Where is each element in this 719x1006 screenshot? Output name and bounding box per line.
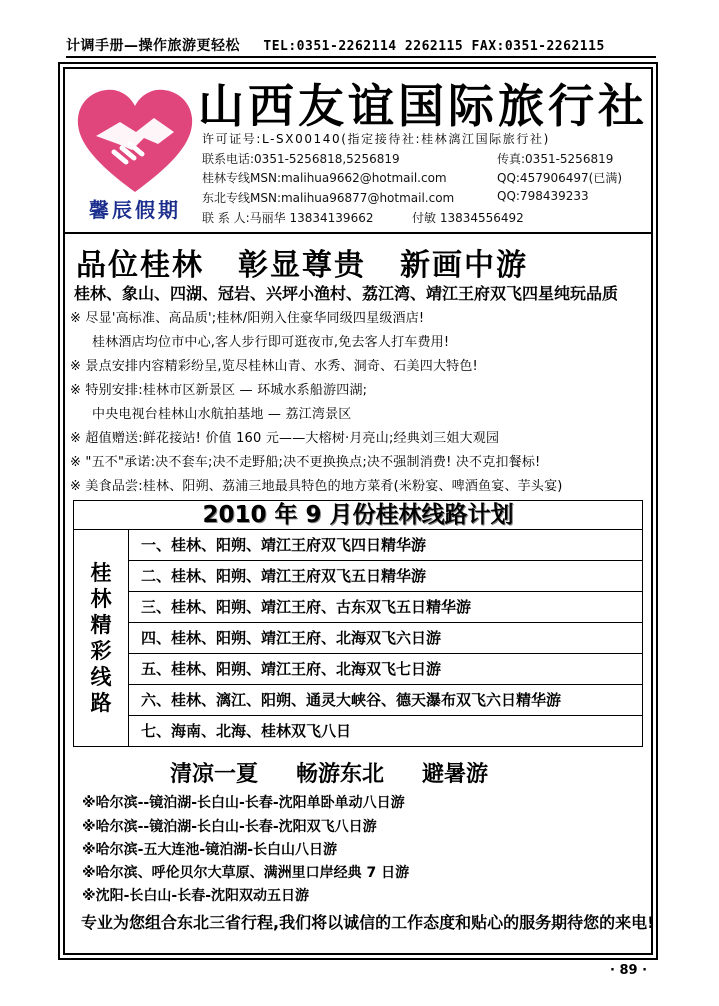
side-char: 林 — [90, 587, 112, 611]
summer-item: ※沈阳-长白山-长春-沈阳双动五日游 — [82, 888, 310, 904]
feature-line: ※ 景点安排内容精彩纷呈,览尽桂林山青、水秀、洞奇、石美四大特色! — [70, 359, 478, 374]
northeast-qq: QQ:798439233 — [497, 189, 589, 203]
headline-part-3: 新画中游 — [400, 248, 528, 283]
route-row: 一、桂林、阳朔、靖江王府双飞四日精华游 — [129, 530, 642, 561]
headline-part-2: 彰显尊贵 — [238, 248, 366, 283]
page-number: · 89 · — [610, 963, 648, 978]
route-row: 五、桂林、阳朔、靖江王府、北海双飞七日游 — [129, 654, 642, 685]
summer-item: ※哈尔滨--镜泊湖-长白山-长春-沈阳单卧单动八日游 — [82, 795, 405, 811]
feature-line: ※ "五不"承诺:决不套车;决不走野船;决不更换换点;决不强制消费! 决不克扣餐标! — [70, 455, 541, 470]
contact-person: 联 系 人:马丽华 13834139662 — [202, 211, 374, 225]
header-slogan: 计调手册—操作旅游更轻松 — [66, 38, 240, 54]
brand-name: 馨辰假期 — [89, 198, 181, 222]
header-phones: TEL:0351-2262114 2262115 FAX:0351-2262115 — [263, 39, 605, 54]
heart-icon — [74, 88, 196, 198]
side-char: 桂 — [90, 561, 112, 585]
summer-title — [170, 757, 526, 788]
running-header — [66, 35, 656, 58]
pay-contact: 付敏 13834556492 — [412, 211, 524, 225]
feature-line: ※ 超值赠送:鲜花接站! 价值 160 元——大榕树·月亮山;经典刘三姐大观园 — [70, 431, 500, 446]
contact-phone: 联系电话:0351-5256818,5256819 — [202, 152, 400, 166]
summer-item: ※哈尔滨-五大连池-镜泊湖-长白山八日游 — [82, 842, 338, 858]
feature-line: ※ 特别安排:桂林市区新景区 — 环城水系船游四湖; — [70, 383, 368, 398]
route-row: 二、桂林、阳朔、靖江王府双飞五日精华游 — [129, 561, 642, 592]
route-row: 三、桂林、阳朔、靖江王府、古东双飞五日精华游 — [129, 592, 642, 623]
side-char: 路 — [90, 691, 112, 715]
summer-title-part-1: 清凉一夏 — [170, 762, 259, 787]
route-row: 四、桂林、阳朔、靖江王府、北海双飞六日游 — [129, 623, 642, 654]
route-row: 七、海南、北海、桂林双飞八日 — [141, 722, 352, 740]
summer-item: ※哈尔滨、呼伦贝尔大草原、满洲里口岸经典 7 日游 — [82, 865, 410, 881]
license-number: 许可证号:L-SX00140(指定接待社:桂林漓江国际旅行社) — [202, 132, 550, 146]
guilin-msn: 桂林专线MSN:malihua9662@hotmail.com — [202, 171, 447, 185]
side-char: 精 — [90, 613, 112, 637]
feature-line: ※ 尽显'高标准、高品质';桂林/阳朔入住豪华同级四星级酒店! — [70, 311, 425, 326]
service-statement: 专业为您组合东北三省行程,我们将以诚信的工作态度和贴心的服务期待您的来电! — [81, 913, 655, 932]
feature-line: 桂林酒店均位市中心,客人步行即可逛夜市,免去客人打车费用! — [92, 335, 450, 350]
agency-name: 山西友谊国际旅行社 — [198, 79, 648, 133]
route-row: 六、桂林、漓江、阳朔、通灵大峡谷、德天瀑布双飞六日精华游 — [129, 685, 642, 716]
side-char: 彩 — [90, 639, 112, 663]
summer-item: ※哈尔滨--镜泊湖-长白山-长春-沈阳双飞八日游 — [82, 819, 377, 835]
feature-line: ※ 美食品尝:桂林、阳朔、荔浦三地最具特色的地方菜肴(米粉宴、啤酒鱼宴、芋头宴) — [70, 479, 563, 494]
headline-subline: 桂林、象山、四湖、冠岩、兴坪小渔村、荔江湾、靖江王府双飞四星纯玩品质 — [74, 284, 619, 303]
summer-title-part-2: 畅游东北 — [296, 762, 385, 787]
northeast-msn: 东北专线MSN:malihua96877@hotmail.com — [202, 191, 455, 205]
route-side-label — [74, 530, 129, 746]
plan-title: 2010 年 9 月份桂林线路计划 — [73, 500, 643, 530]
header-divider — [63, 232, 653, 234]
feature-line: 中央电视台桂林山水航拍基地 — 荔江湾景区 — [92, 407, 352, 422]
guilin-qq: QQ:457906497(已满) — [497, 171, 623, 185]
route-table — [73, 529, 643, 747]
side-char: 线 — [90, 665, 112, 689]
contact-fax: 传真:0351-5256819 — [497, 152, 614, 166]
summer-title-part-3: 避暑游 — [422, 762, 489, 787]
headline — [76, 240, 646, 284]
headline-part-1: 品位桂林 — [76, 248, 204, 283]
